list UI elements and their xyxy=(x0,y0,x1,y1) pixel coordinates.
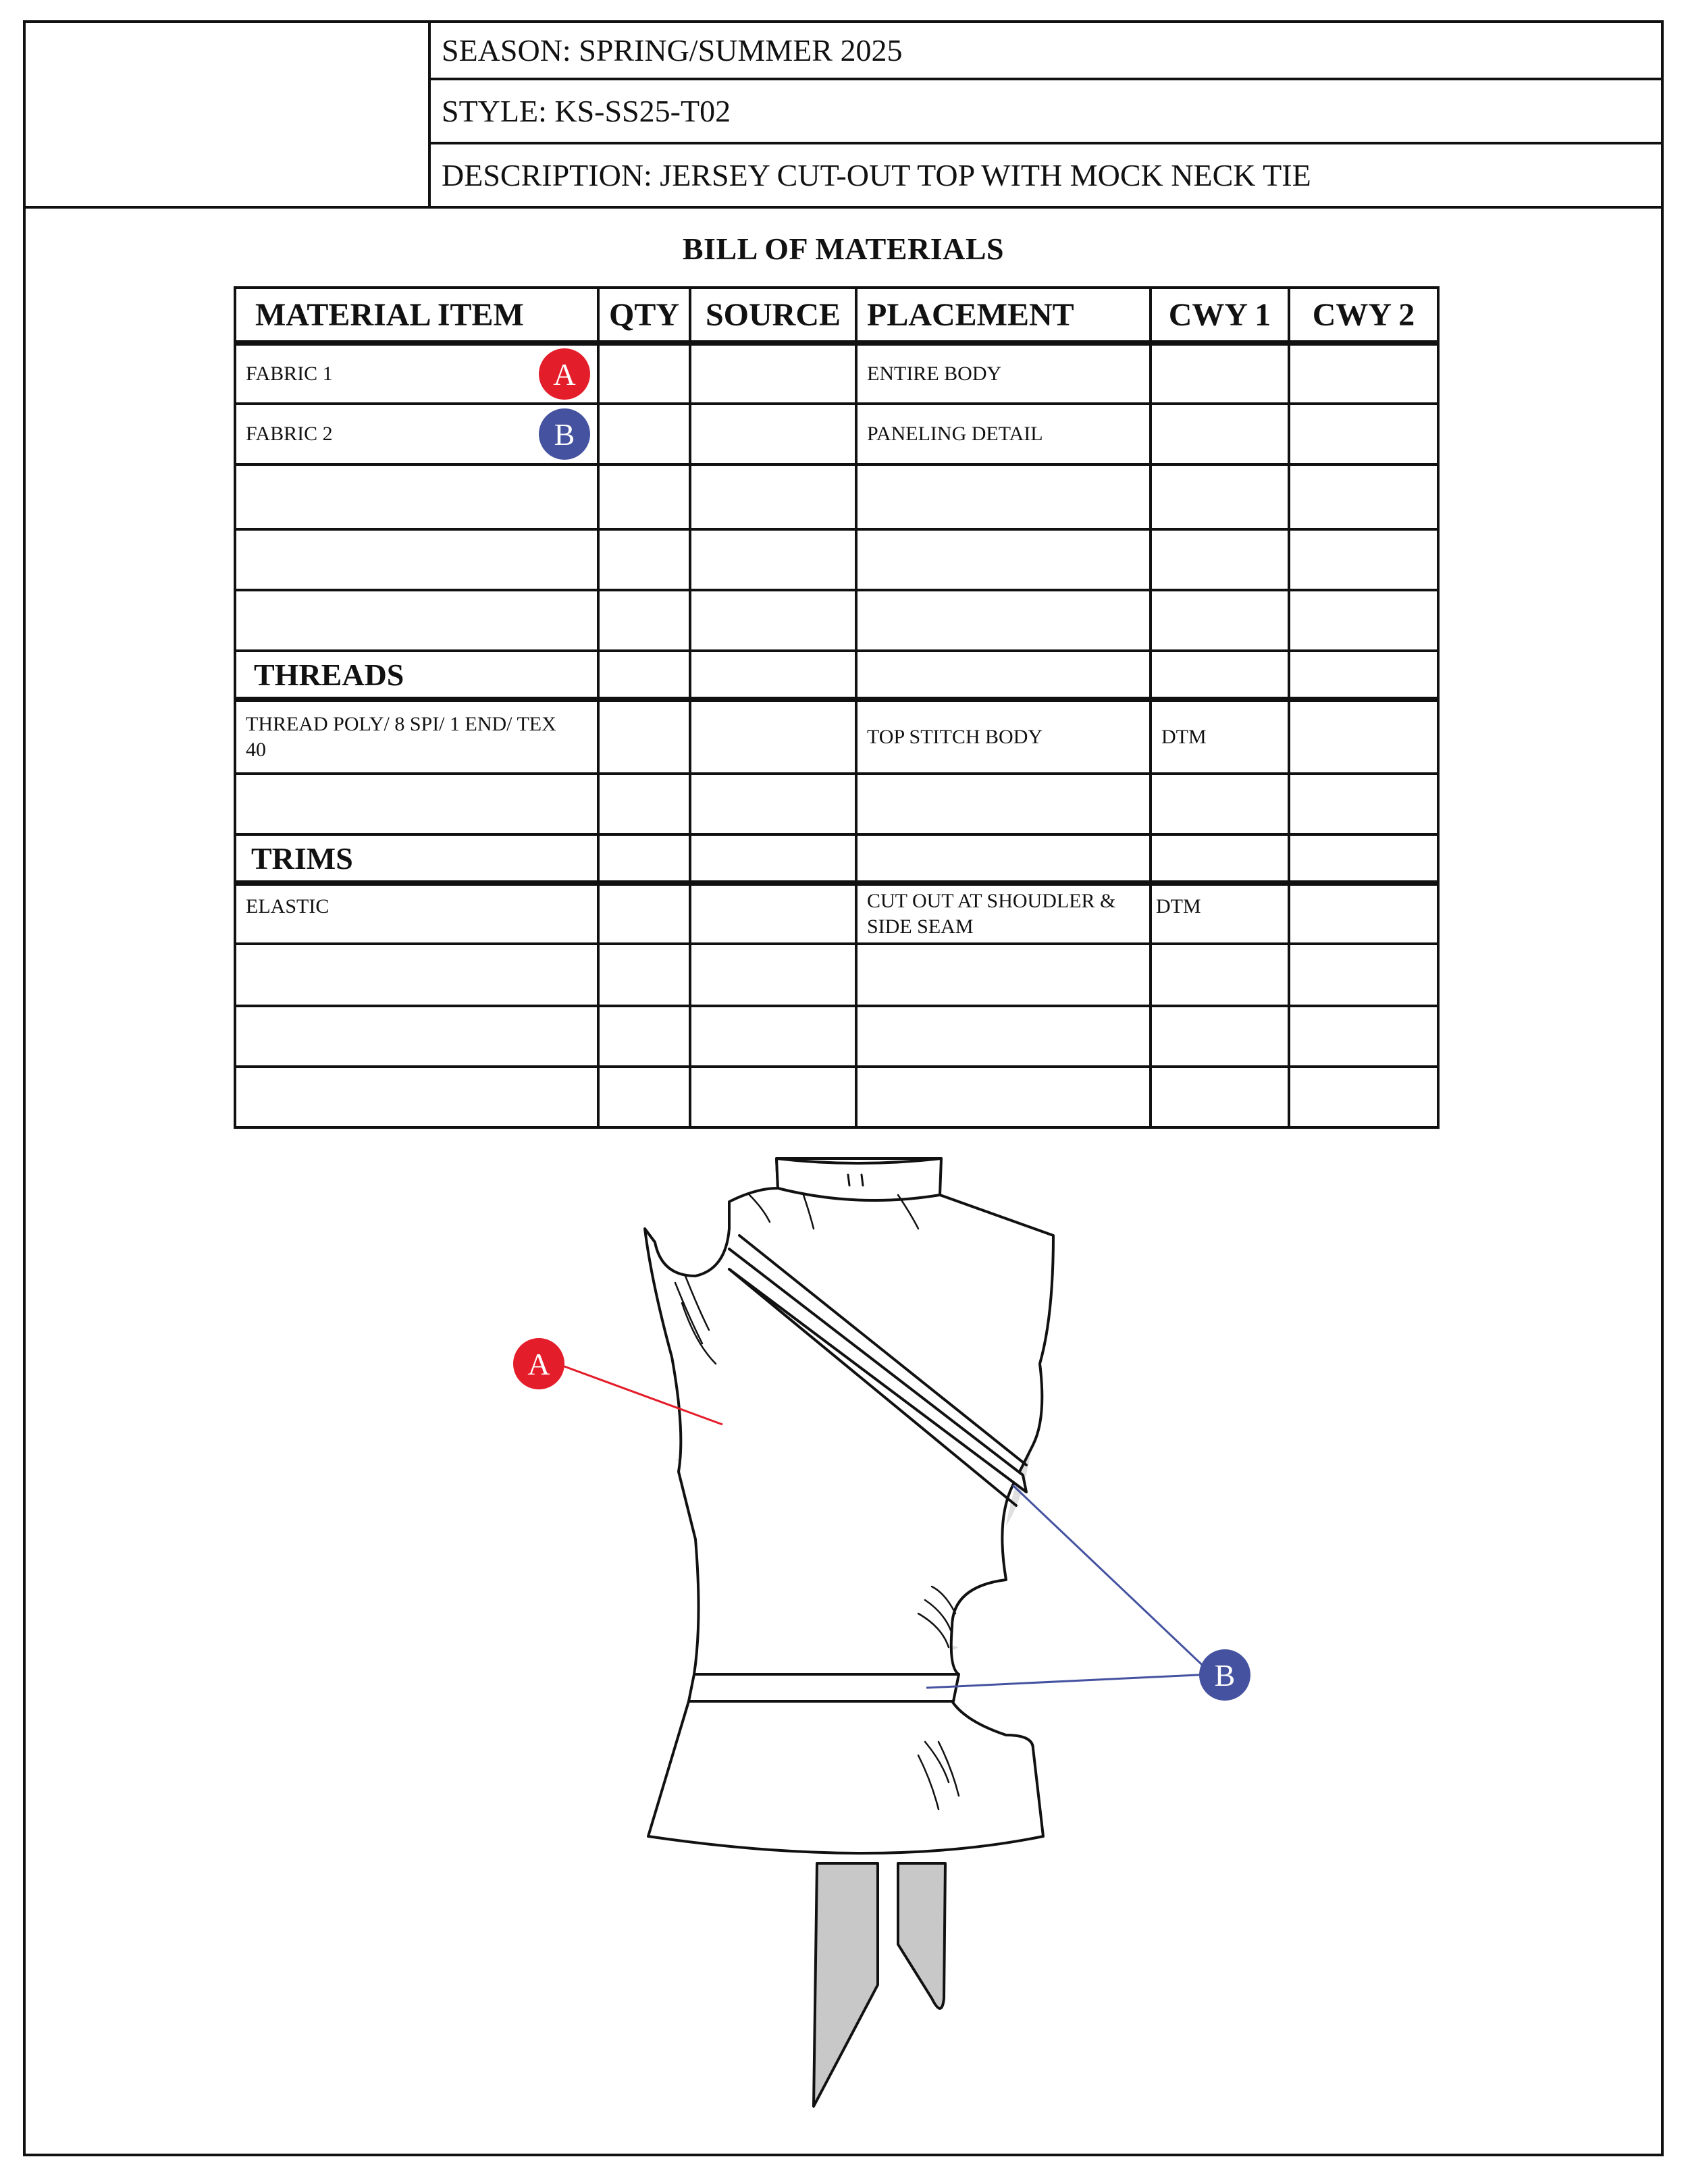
fabric-b-badge: B xyxy=(539,408,590,460)
tie-end-right xyxy=(898,1863,945,2008)
season-field: SEASON: SPRING/SUMMER 2025 xyxy=(431,23,1661,80)
placement-cell: TOP STITCH BODY xyxy=(856,699,1151,774)
peplum xyxy=(648,1701,1043,1853)
callout-b-badge: B xyxy=(1199,1649,1250,1701)
bom-title: BILL OF MATERIALS xyxy=(682,232,1005,266)
placement-cell: CUT OUT AT SHOUDLER & SIDE SEAM xyxy=(856,883,1151,944)
col-header-cwy2: CWY 2 xyxy=(1289,288,1438,343)
material-item-label: FABRIC 2 xyxy=(246,423,333,445)
material-item-label: FABRIC 1 xyxy=(246,363,333,385)
fabric-a-badge: A xyxy=(539,348,590,400)
col-header-material-item: MATERIAL ITEM xyxy=(235,288,598,343)
material-cell: ELASTIC xyxy=(235,883,598,944)
col-header-source: SOURCE xyxy=(690,288,856,343)
col-header-qty: QTY xyxy=(598,288,690,343)
placement-cell: PANELING DETAIL xyxy=(856,404,1151,464)
cwy1-cell: DTM xyxy=(1151,699,1289,774)
mock-neck xyxy=(776,1158,941,1200)
material-cell: THREAD POLY/ 8 SPI/ 1 END/ TEX 40 xyxy=(235,699,598,774)
style-field: STYLE: KS-SS25-T02 xyxy=(431,80,1661,144)
threads-section-label: THREADS xyxy=(235,651,598,699)
placement-cell: ENTIRE BODY xyxy=(856,343,1151,404)
col-header-cwy1: CWY 1 xyxy=(1151,288,1289,343)
trims-section-label: TRIMS xyxy=(235,834,598,883)
cwy1-cell: DTM xyxy=(1151,883,1289,944)
callout-a-badge: A xyxy=(513,1338,564,1389)
waistband xyxy=(689,1674,959,1701)
tie-end-left xyxy=(814,1863,878,2106)
callout-b-line-2 xyxy=(926,1674,1212,1688)
description-field: DESCRIPTION: JERSEY CUT-OUT TOP WITH MOCK NECK TIE xyxy=(442,158,1311,192)
bodice xyxy=(645,1158,1053,1674)
callout-b-line-1 xyxy=(1013,1485,1212,1674)
col-header-placement: PLACEMENT xyxy=(856,288,1151,343)
